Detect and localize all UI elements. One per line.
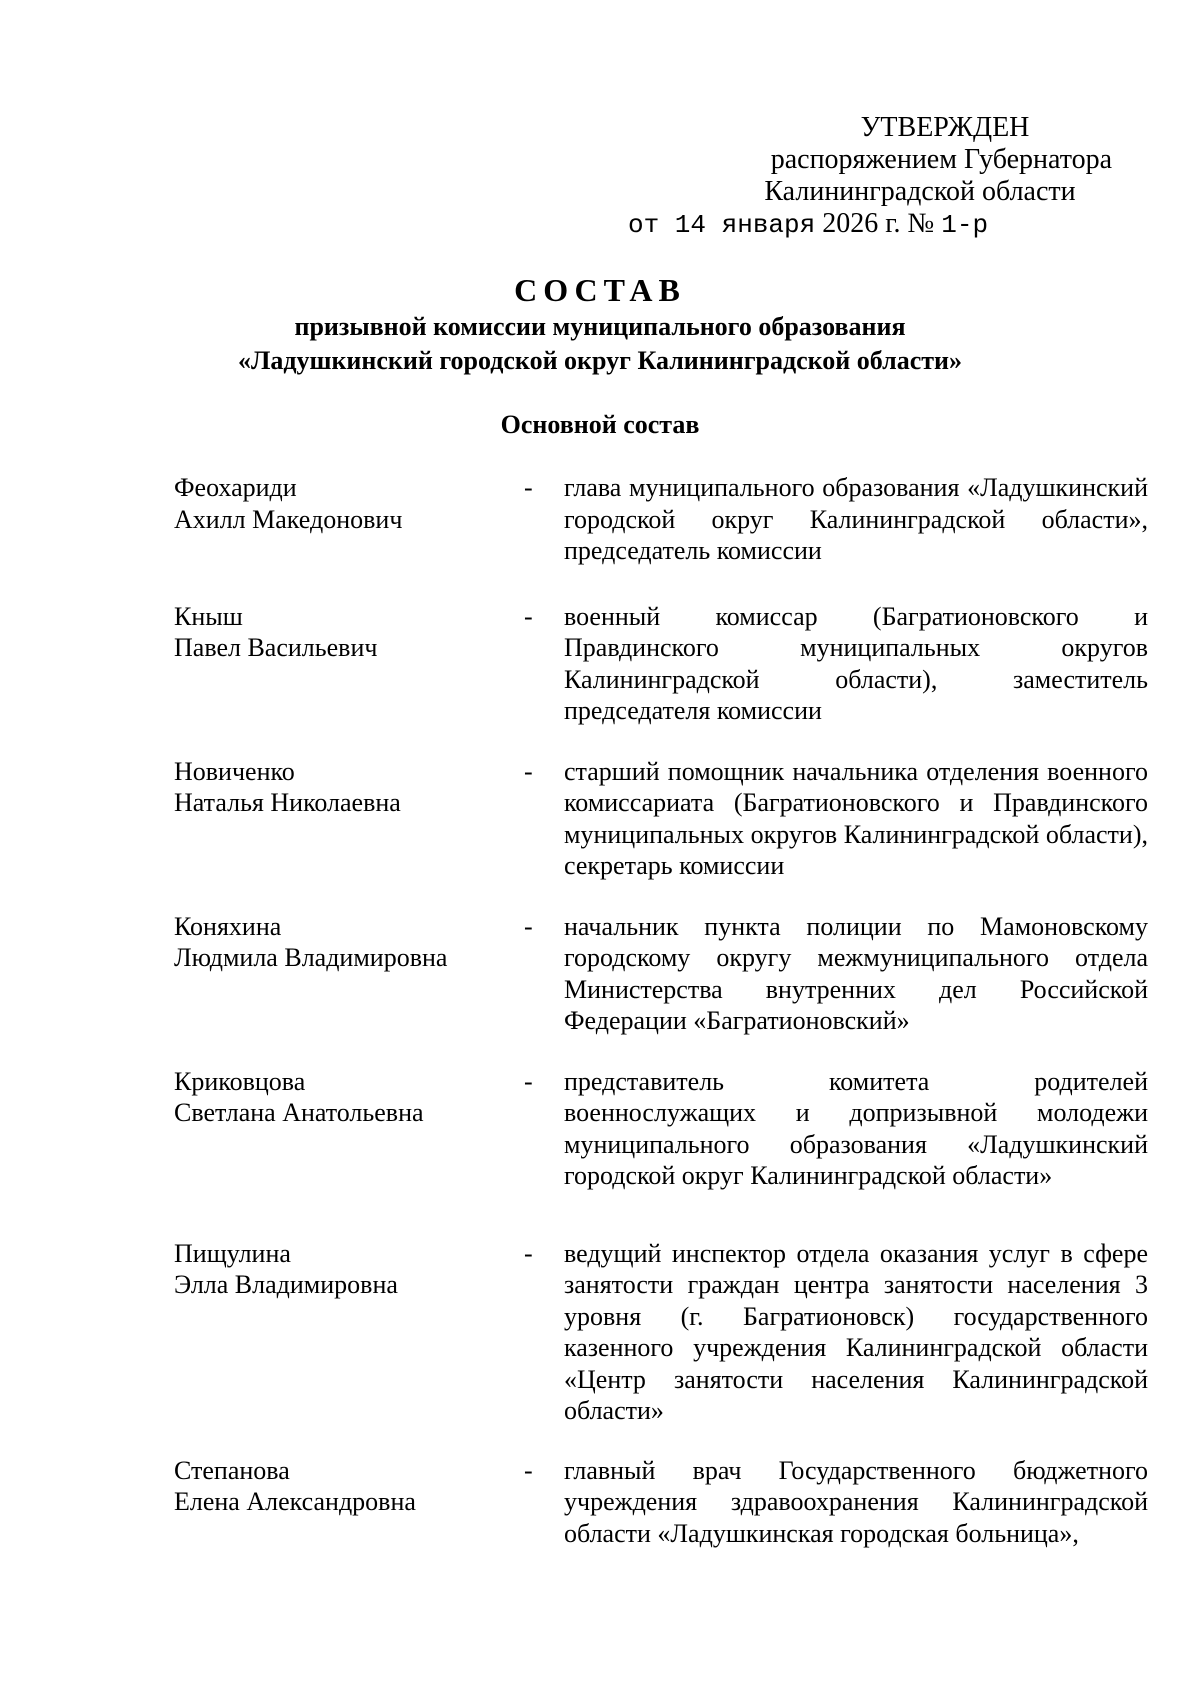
member-name bbox=[174, 472, 524, 535]
document-title: СОСТАВ bbox=[514, 272, 686, 308]
member-description: ведущий инспектор отдела оказания услуг в сфере занятости граждан центра занятости населения 3 уровня (г. Багратионовск) государственного казенного учреждения Калининградской области «Центр занятости населения Калининградской области» bbox=[564, 1238, 1148, 1425]
member-row bbox=[174, 472, 1154, 567]
members-list bbox=[174, 472, 1154, 1549]
member-dash: - bbox=[524, 601, 533, 631]
section-title: Основной состав bbox=[500, 410, 700, 439]
member-name bbox=[174, 911, 524, 974]
member-given-names: Наталья Николаевна bbox=[174, 788, 401, 817]
member-description: старший помощник начальника отделения военного комиссариата (Багратионовского и Правдинского муниципальных округов Калининградской области), секретарь комиссии bbox=[564, 756, 1148, 880]
member-surname: Новиченко bbox=[174, 756, 295, 786]
member-surname: Феохариди bbox=[174, 473, 297, 502]
approval-region: Калининградской области bbox=[764, 176, 1076, 207]
document-subtitle-line1: призывной комиссии муниципального образования bbox=[294, 312, 906, 341]
member-name bbox=[174, 1238, 524, 1301]
member-row bbox=[174, 911, 1154, 1037]
approval-date bbox=[628, 208, 1120, 241]
member-name bbox=[174, 601, 524, 664]
member-given-names: Светлана Анатольевна bbox=[174, 1098, 424, 1127]
member-dash: - bbox=[524, 1455, 533, 1485]
member-row bbox=[174, 1066, 1154, 1192]
member-description: военный комиссар (Багратионовского и Правдинского муниципальных округов Калининградской области), заместитель председателя комиссии bbox=[564, 601, 1148, 725]
member-surname: Пищулина bbox=[174, 1238, 291, 1268]
member-given-names: Павел Васильевич bbox=[174, 633, 378, 662]
member-given-names: Людмила Владимировна bbox=[174, 943, 448, 972]
member-row bbox=[174, 756, 1154, 882]
approval-block bbox=[628, 112, 1120, 241]
member-row bbox=[174, 601, 1154, 727]
approval-date-year: 2026 г. № bbox=[822, 208, 935, 239]
member-dash: - bbox=[524, 911, 533, 941]
member-surname: Кныш bbox=[174, 601, 243, 631]
member-name bbox=[174, 1455, 524, 1518]
document-subtitle-line2: «Ладушкинский городской округ Калининградской области» bbox=[237, 346, 963, 375]
member-dash: - bbox=[524, 1238, 533, 1268]
approval-by: распоряжением Губернатора bbox=[770, 144, 1112, 175]
member-given-names: Элла Владимировна bbox=[174, 1270, 398, 1299]
member-surname: Степанова bbox=[174, 1455, 290, 1485]
member-description: глава муниципального образования «Ладушкинский городской округ Калининградской области», председатель комиссии bbox=[564, 473, 1148, 565]
member-given-names: Елена Александровна bbox=[174, 1487, 416, 1516]
member-surname: Криковцова bbox=[174, 1066, 306, 1096]
document-heading bbox=[0, 270, 1200, 378]
member-surname: Коняхина bbox=[174, 911, 282, 941]
member-description: начальник пункта полиции по Мамоновскому городскому округу межмуниципального отдела Министерства внутренних дел Российской Федерации «Багратионовский» bbox=[564, 911, 1148, 1035]
approval-date-prefix: от 14 января bbox=[628, 210, 816, 240]
member-dash: - bbox=[524, 1066, 533, 1096]
member-name bbox=[174, 1066, 524, 1129]
member-row bbox=[174, 1238, 1154, 1427]
member-description: главный врач Государственного бюджетного учреждения здравоохранения Калининградской области «Ладушкинская городская больница», bbox=[564, 1455, 1148, 1548]
member-row bbox=[174, 1455, 1154, 1550]
member-name bbox=[174, 756, 524, 819]
member-dash: - bbox=[524, 756, 533, 786]
member-description: представитель комитета родителей военнослужащих и допризывной молодежи муниципального образования «Ладушкинский городской округ Калининградской области» bbox=[564, 1066, 1148, 1190]
member-given-names: Ахилл Македонович bbox=[174, 504, 403, 534]
approval-number: 1-р bbox=[941, 210, 989, 240]
member-dash: - bbox=[524, 473, 533, 502]
approval-title: УТВЕРЖДЕН bbox=[860, 112, 1030, 143]
